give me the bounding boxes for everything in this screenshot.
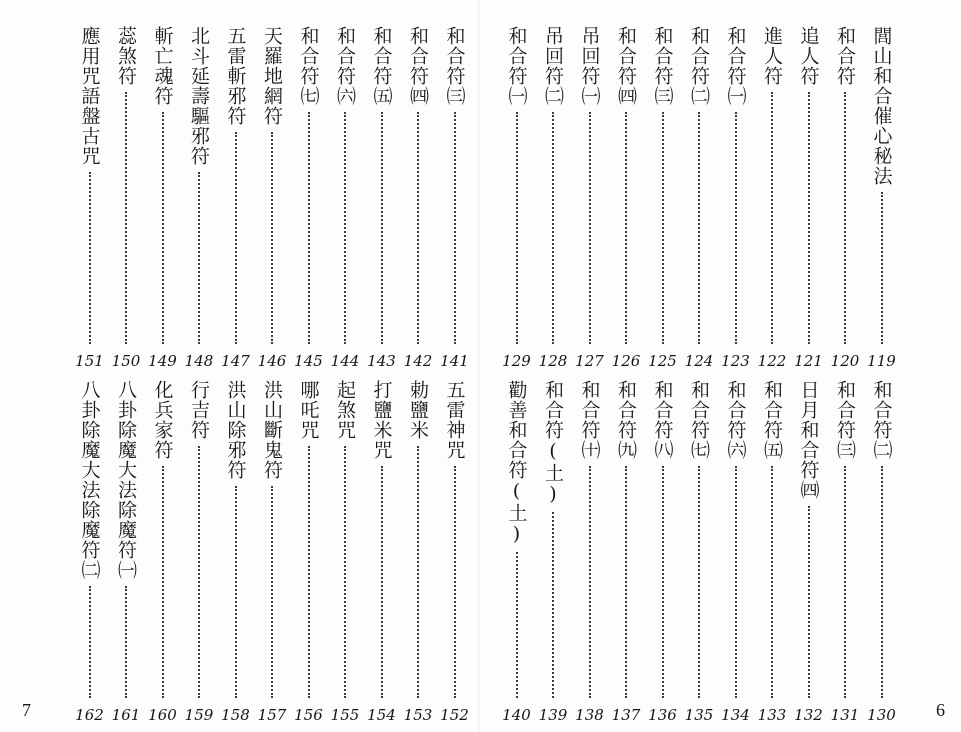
toc-entry-page-number: 141 — [440, 352, 469, 370]
toc-entry-title: 北斗延壽驅邪符 — [188, 26, 210, 166]
toc-entry-title: 哪吒咒 — [297, 380, 320, 440]
dot-leader — [589, 466, 591, 698]
dot-leader — [516, 552, 518, 698]
dot-leader — [89, 172, 91, 344]
toc-entry-page-number: 142 — [403, 352, 433, 370]
toc-entry-page-number: 153 — [403, 706, 433, 724]
toc-entry-page-number: 139 — [538, 706, 568, 724]
toc-entry — [291, 380, 327, 724]
dot-leader — [771, 92, 773, 344]
toc-entry — [499, 26, 535, 370]
toc-entry — [145, 380, 181, 724]
toc-entry-page-number: 151 — [75, 352, 104, 370]
toc-entry — [254, 380, 290, 724]
toc-entry-page-number: 121 — [794, 352, 823, 370]
dot-leader — [417, 446, 419, 698]
dot-leader — [735, 466, 737, 698]
toc-entry-page-number: 128 — [538, 352, 568, 370]
toc-entry-title: 洪山斷鬼符 — [261, 380, 283, 480]
toc-entry-page-number: 123 — [721, 352, 750, 370]
toc-entry — [254, 26, 290, 370]
toc-entry-page-number: 155 — [330, 706, 360, 724]
left-page — [0, 0, 480, 732]
toc-entry — [645, 380, 681, 724]
toc-entry — [572, 380, 608, 724]
dot-leader — [381, 112, 383, 344]
toc-entry-page-number: 136 — [648, 706, 677, 724]
toc-entry — [181, 26, 217, 370]
toc-entry — [681, 380, 717, 724]
dot-leader — [344, 112, 346, 344]
toc-entry-title: 和合符㈢ — [651, 26, 674, 106]
toc-entry-page-number: 120 — [830, 352, 860, 370]
dot-leader — [454, 466, 456, 698]
toc-entry-page-number: 134 — [721, 706, 750, 724]
toc-entry-page-number: 146 — [257, 352, 287, 370]
toc-entry-title: 進人符 — [761, 26, 783, 86]
toc-entry-title: 吊回符㈠ — [578, 26, 601, 106]
toc-entry-title: 五雷神咒 — [443, 380, 466, 460]
toc-entry-page-number: 160 — [148, 706, 177, 724]
dot-leader — [625, 466, 627, 698]
toc-entry — [864, 380, 900, 724]
toc-entry — [718, 26, 754, 370]
toc-entry-page-number: 143 — [367, 352, 396, 370]
toc-entry-page-number: 125 — [648, 352, 677, 370]
toc-entry-title: 和合符㈢ — [443, 26, 466, 106]
toc-entry-page-number: 149 — [148, 352, 177, 370]
toc-entry-title: 和合符㈡ — [870, 380, 893, 460]
toc-entry — [608, 26, 644, 370]
toc-entry-title: 和合符㈨ — [615, 380, 637, 460]
dot-leader — [162, 112, 164, 344]
dot-leader — [662, 466, 664, 698]
dot-leader — [698, 112, 700, 344]
dot-leader — [454, 112, 456, 344]
toc-entry-title: 和合符㈦ — [297, 26, 320, 106]
toc-entry-title: 化兵家符 — [151, 380, 174, 460]
toc-entry — [437, 26, 473, 370]
dot-leader — [735, 112, 737, 344]
toc-entry-page-number: 156 — [294, 706, 323, 724]
right-bottom-row — [480, 380, 961, 724]
dot-leader — [552, 512, 554, 698]
toc-entry — [437, 380, 473, 724]
toc-entry-page-number: 147 — [221, 352, 250, 370]
toc-entry-page-number: 140 — [502, 706, 531, 724]
dot-leader — [516, 112, 518, 344]
toc-entry — [681, 26, 717, 370]
toc-entry-title: 吊回符㈡ — [542, 26, 564, 106]
toc-entry-page-number: 119 — [867, 352, 896, 370]
toc-entry — [364, 380, 400, 724]
dot-leader — [344, 446, 346, 698]
toc-entry-title: 和合符㈡ — [688, 26, 710, 106]
toc-entry — [754, 26, 790, 370]
left-top-row — [0, 26, 480, 370]
toc-entry-title: 和合符㈧ — [651, 380, 674, 460]
toc-entry-title: 和合符㈣ — [615, 26, 637, 106]
toc-entry-title: 行吉符 — [188, 380, 210, 440]
toc-entry-title: 和合符(土) — [542, 380, 564, 506]
toc-entry-title: 勸善和合符(土) — [505, 380, 528, 546]
toc-entry — [108, 26, 144, 370]
toc-entry-page-number: 161 — [111, 706, 141, 724]
dot-leader — [125, 586, 127, 698]
toc-entry-page-number: 150 — [111, 352, 141, 370]
toc-entry-title: 八卦除魔大法除魔符㈠ — [115, 380, 137, 580]
toc-entry-title: 和合符㈤ — [370, 26, 393, 106]
dot-leader — [308, 446, 310, 698]
toc-entry — [791, 380, 827, 724]
toc-entry-title: 八卦除魔大法除魔符㈡ — [78, 380, 101, 580]
toc-entry-title: 洪山除邪符 — [224, 380, 247, 480]
dot-leader — [381, 466, 383, 698]
toc-entry-title: 五雷斬邪符 — [224, 26, 247, 126]
toc-entry — [827, 26, 863, 370]
toc-entry — [72, 26, 108, 370]
toc-entry — [72, 380, 108, 724]
toc-entry — [145, 26, 181, 370]
dot-leader — [881, 192, 883, 344]
toc-entry-title: 和合符 — [834, 26, 856, 86]
folio-left: 7 — [22, 700, 31, 720]
toc-entry-page-number: 138 — [575, 706, 604, 724]
toc-entry — [827, 380, 863, 724]
toc-entry — [754, 380, 790, 724]
toc-entry-title: 和合符㈥ — [334, 26, 356, 106]
toc-entry-page-number: 137 — [611, 706, 641, 724]
toc-entry-title: 打鹽米咒 — [370, 380, 393, 460]
left-bottom-row — [0, 380, 480, 724]
right-top-row — [480, 26, 961, 370]
dot-leader — [271, 486, 273, 698]
toc-entry-title: 起煞咒 — [334, 380, 356, 440]
toc-entry — [645, 26, 681, 370]
dot-leader — [589, 112, 591, 344]
toc-entry — [535, 380, 571, 724]
toc-entry-title: 斬亡魂符 — [151, 26, 174, 106]
dot-leader — [844, 466, 846, 698]
toc-entry — [327, 26, 363, 370]
dot-leader — [89, 586, 91, 698]
toc-entry — [791, 26, 827, 370]
toc-entry-page-number: 127 — [575, 352, 604, 370]
toc-entry-page-number: 133 — [757, 706, 787, 724]
toc-entry-title: 日月和合符㈣ — [797, 380, 820, 500]
right-page — [480, 0, 961, 732]
toc-entry-title: 和合符㈥ — [724, 380, 747, 460]
toc-entry — [608, 380, 644, 724]
dot-leader — [125, 92, 127, 344]
toc-entry-page-number: 145 — [294, 352, 323, 370]
toc-entry-page-number: 131 — [830, 706, 860, 724]
dot-leader — [881, 466, 883, 698]
toc-entry-title: 和合符㈠ — [505, 26, 528, 106]
toc-entry — [218, 26, 254, 370]
folio-right: 6 — [936, 700, 945, 720]
toc-entry — [108, 380, 144, 724]
toc-entry — [718, 380, 754, 724]
toc-entry — [327, 380, 363, 724]
dot-leader — [625, 112, 627, 344]
toc-entry-title: 和合符㈣ — [407, 26, 429, 106]
dot-leader — [308, 112, 310, 344]
toc-entry-page-number: 148 — [184, 352, 214, 370]
toc-entry-title: 和合符㈦ — [688, 380, 710, 460]
toc-entry-title: 和合符㈠ — [724, 26, 747, 106]
toc-entry — [291, 26, 327, 370]
dot-leader — [808, 92, 810, 344]
toc-entry-title: 應用咒語盤古咒 — [78, 26, 101, 166]
toc-entry — [400, 380, 436, 724]
toc-entry-page-number: 162 — [75, 706, 104, 724]
dot-leader — [271, 132, 273, 344]
toc-entry-page-number: 132 — [794, 706, 823, 724]
toc-entry-title: 和合符㈤ — [761, 380, 783, 460]
toc-entry — [864, 26, 900, 370]
toc-entry-title: 勅鹽米 — [407, 380, 429, 440]
toc-entry-page-number: 130 — [867, 706, 896, 724]
dot-leader — [235, 486, 237, 698]
dot-leader — [417, 112, 419, 344]
toc-entry-page-number: 122 — [757, 352, 787, 370]
toc-entry — [181, 380, 217, 724]
toc-entry — [535, 26, 571, 370]
toc-entry — [364, 26, 400, 370]
toc-entry-page-number: 144 — [330, 352, 360, 370]
toc-entry-page-number: 135 — [684, 706, 714, 724]
toc-entry-title: 追人符 — [797, 26, 820, 86]
toc-entry-page-number: 129 — [502, 352, 531, 370]
dot-leader — [198, 172, 200, 344]
dot-leader — [844, 92, 846, 344]
toc-entry-page-number: 154 — [367, 706, 396, 724]
dot-leader — [771, 466, 773, 698]
toc-entry-title: 蕊煞符 — [115, 26, 137, 86]
toc-entry — [218, 380, 254, 724]
toc-entry-page-number: 159 — [184, 706, 214, 724]
dot-leader — [808, 506, 810, 698]
dot-leader — [162, 466, 164, 698]
toc-entry — [499, 380, 535, 724]
toc-entry-title: 閭山和合催心秘法 — [870, 26, 893, 186]
toc-entry-title: 和合符㈢ — [834, 380, 856, 460]
dot-leader — [698, 466, 700, 698]
toc-entry-page-number: 124 — [684, 352, 714, 370]
dot-leader — [198, 446, 200, 698]
dot-leader — [552, 112, 554, 344]
dot-leader — [235, 132, 237, 344]
dot-leader — [662, 112, 664, 344]
toc-entry-page-number: 157 — [257, 706, 287, 724]
toc-entry-page-number: 158 — [221, 706, 250, 724]
toc-entry-title: 天羅地網符 — [261, 26, 283, 126]
toc-entry-page-number: 152 — [440, 706, 469, 724]
toc-entry — [400, 26, 436, 370]
toc-entry-title: 和合符㈩ — [578, 380, 601, 460]
toc-entry — [572, 26, 608, 370]
toc-entry-page-number: 126 — [611, 352, 641, 370]
